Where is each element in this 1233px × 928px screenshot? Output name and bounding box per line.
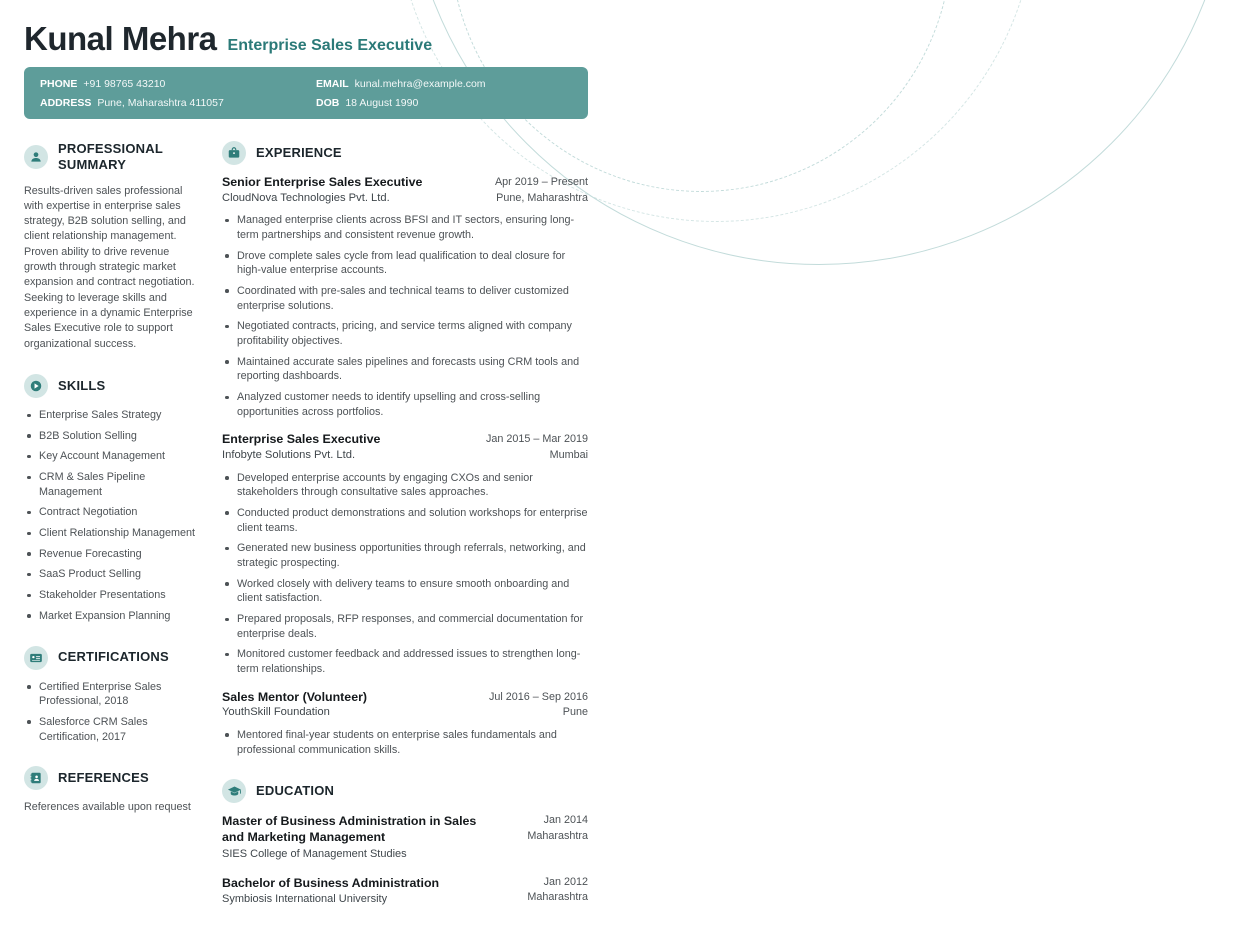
education-meta	[527, 813, 588, 859]
job-location: Pune	[562, 706, 588, 719]
job-bullet: Monitored customer feedback and addressed issues to strengthen long-term relationships.	[222, 647, 588, 676]
certifications-heading-row	[24, 646, 200, 670]
contact-email	[316, 76, 572, 92]
job-bullet: Conducted product demonstrations and solution workshops for enterprise client teams.	[222, 506, 588, 535]
contact-phone	[40, 76, 296, 92]
job-title-company	[222, 690, 367, 721]
candidate-name: Kunal Mehra	[24, 20, 217, 57]
job-title: Senior Enterprise Sales Executive	[222, 175, 423, 189]
skill-item: Client Relationship Management	[24, 526, 200, 541]
education-location: Maharashtra	[527, 891, 588, 904]
section-professional-summary	[24, 141, 200, 352]
job-entry	[222, 175, 588, 419]
education-location: Maharashtra	[527, 829, 588, 842]
certifications-list	[24, 680, 200, 745]
job-meta	[495, 175, 588, 206]
name-row	[24, 20, 588, 58]
job-entry	[222, 690, 588, 758]
education-date: Jan 2014	[543, 814, 588, 827]
education-heading: EDUCATION	[256, 783, 335, 799]
briefcase-icon	[222, 141, 246, 165]
job-header	[222, 690, 588, 721]
experience-heading: EXPERIENCE	[256, 144, 342, 160]
job-bullet: Mentored final-year students on enterprise sales fundamentals and professional communication skills.	[222, 728, 588, 757]
id-card-icon	[24, 646, 48, 670]
address-value: Pune, Maharashtra 411057	[97, 97, 224, 109]
candidate-job-title: Enterprise Sales Executive	[227, 37, 433, 54]
graduation-cap-icon	[222, 779, 246, 803]
job-bullet: Analyzed customer needs to identify upselling and cross-selling opportunities across portfolios.	[222, 390, 588, 419]
content-columns	[0, 119, 612, 928]
education-degree-school	[222, 875, 439, 906]
job-company: Infobyte Solutions Pvt. Ltd.	[222, 448, 356, 461]
resume-page	[0, 0, 612, 905]
dob-value: 18 August 1990	[345, 97, 419, 109]
contact-dob	[316, 95, 572, 111]
job-entry	[222, 432, 588, 676]
job-bullet: Coordinated with pre-sales and technical teams to deliver customized enterprise solutions.	[222, 284, 588, 313]
skill-item: Key Account Management	[24, 449, 200, 464]
education-school: Symbiosis International University	[222, 892, 388, 905]
section-certifications	[24, 646, 200, 745]
phone-label: PHONE	[40, 78, 78, 90]
job-header	[222, 175, 588, 206]
phone-value: +91 98765 43210	[83, 78, 166, 90]
education-school: SIES College of Management Studies	[222, 847, 407, 860]
job-bullet: Prepared proposals, RFP responses, and commercial documentation for enterprise deals.	[222, 612, 588, 641]
skills-heading: SKILLS	[58, 377, 106, 393]
job-header	[222, 432, 588, 463]
education-degree: Master of Business Administration in Sales and Marketing Management	[222, 814, 477, 845]
skill-item: CRM & Sales Pipeline Management	[24, 470, 200, 499]
certification-item: Certified Enterprise Sales Professional, 2018	[24, 680, 200, 709]
section-references	[24, 766, 200, 815]
address-book-icon	[24, 766, 48, 790]
arrow-target-icon	[24, 374, 48, 398]
experience-heading-row	[222, 141, 588, 165]
job-title: Sales Mentor (Volunteer)	[222, 689, 368, 704]
skill-item: Contract Negotiation	[24, 505, 200, 520]
job-meta	[486, 432, 588, 463]
summary-heading-row	[24, 141, 200, 174]
references-heading-row	[24, 766, 200, 790]
education-date: Jan 2012	[543, 875, 588, 888]
education-entry	[222, 875, 588, 906]
job-title-company	[222, 175, 422, 206]
left-column	[24, 141, 200, 928]
email-label: EMAIL	[316, 78, 349, 90]
summary-text: Results-driven sales professional with expertise in enterprise sales strategy, B2B solution selling, and client relationship management. Proven ability to drive revenue growth through strategic market expansion and contract negotiation. Seeking to leverage skills and experience in a dynamic Enterprise Sales Executive role to support organizational success.	[24, 184, 195, 350]
skill-item: Stakeholder Presentations	[24, 588, 200, 603]
contact-address	[40, 95, 296, 111]
section-education	[222, 779, 588, 906]
job-date: Apr 2019 – Present	[494, 176, 588, 188]
job-location: Mumbai	[549, 448, 588, 461]
education-degree: Bachelor of Business Administration	[222, 875, 440, 890]
skill-item: Market Expansion Planning	[24, 609, 200, 624]
skill-item: Enterprise Sales Strategy	[24, 408, 200, 423]
job-bullet: Developed enterprise accounts by engaging CXOs and senior stakeholders through consultative sales approaches.	[222, 471, 588, 500]
education-degree-school	[222, 813, 477, 859]
job-bullet: Drove complete sales cycle from lead qualification to deal closure for high-value enterprise accounts.	[222, 249, 588, 278]
job-bullet: Negotiated contracts, pricing, and service terms aligned with company profitability objectives.	[222, 319, 588, 348]
references-heading: REFERENCES	[58, 770, 149, 786]
job-bullet: Maintained accurate sales pipelines and forecasts using CRM tools and reporting dashboards.	[222, 355, 588, 384]
job-date: Jan 2015 – Mar 2019	[485, 433, 588, 446]
job-company: YouthSkill Foundation	[222, 706, 330, 719]
references-text: References available upon request	[24, 801, 191, 814]
job-bullet: Generated new business opportunities through referrals, networking, and strategic prospecting.	[222, 541, 588, 570]
job-bullets	[222, 728, 588, 757]
dob-label: DOB	[316, 97, 340, 109]
job-bullets	[222, 213, 588, 419]
job-bullet: Managed enterprise clients across BFSI and IT sectors, ensuring long-term partnerships and consistent revenue growth.	[222, 213, 588, 242]
job-bullet: Worked closely with delivery teams to ensure smooth onboarding and client satisfaction.	[222, 577, 588, 606]
skill-item: B2B Solution Selling	[24, 429, 200, 444]
address-label: ADDRESS	[40, 97, 92, 109]
skill-item: SaaS Product Selling	[24, 567, 200, 582]
job-bullets	[222, 471, 588, 677]
resume-header	[0, 0, 612, 119]
education-heading-row	[222, 779, 588, 803]
certification-item: Salesforce CRM Sales Certification, 2017	[24, 715, 200, 744]
summary-heading: PROFESSIONAL SUMMARY	[58, 141, 163, 173]
job-meta	[489, 690, 588, 721]
job-title-company	[222, 432, 380, 463]
email-value: kunal.mehra@example.com	[354, 78, 486, 90]
right-column	[222, 141, 588, 928]
skills-list	[24, 408, 200, 623]
education-meta	[527, 875, 588, 906]
education-entry	[222, 813, 588, 859]
certifications-heading: CERTIFICATIONS	[58, 649, 169, 665]
job-location: Pune, Maharashtra	[496, 191, 588, 204]
section-experience	[222, 141, 588, 757]
skills-heading-row	[24, 374, 200, 398]
contact-col-right	[316, 76, 572, 111]
contact-bar	[24, 67, 588, 119]
skill-item: Revenue Forecasting	[24, 547, 200, 562]
person-icon	[24, 145, 48, 169]
job-title: Enterprise Sales Executive	[222, 432, 381, 447]
contact-col-left	[40, 76, 296, 111]
job-company: CloudNova Technologies Pvt. Ltd.	[222, 191, 390, 204]
job-date: Jul 2016 – Sep 2016	[488, 690, 588, 703]
section-skills	[24, 374, 200, 623]
